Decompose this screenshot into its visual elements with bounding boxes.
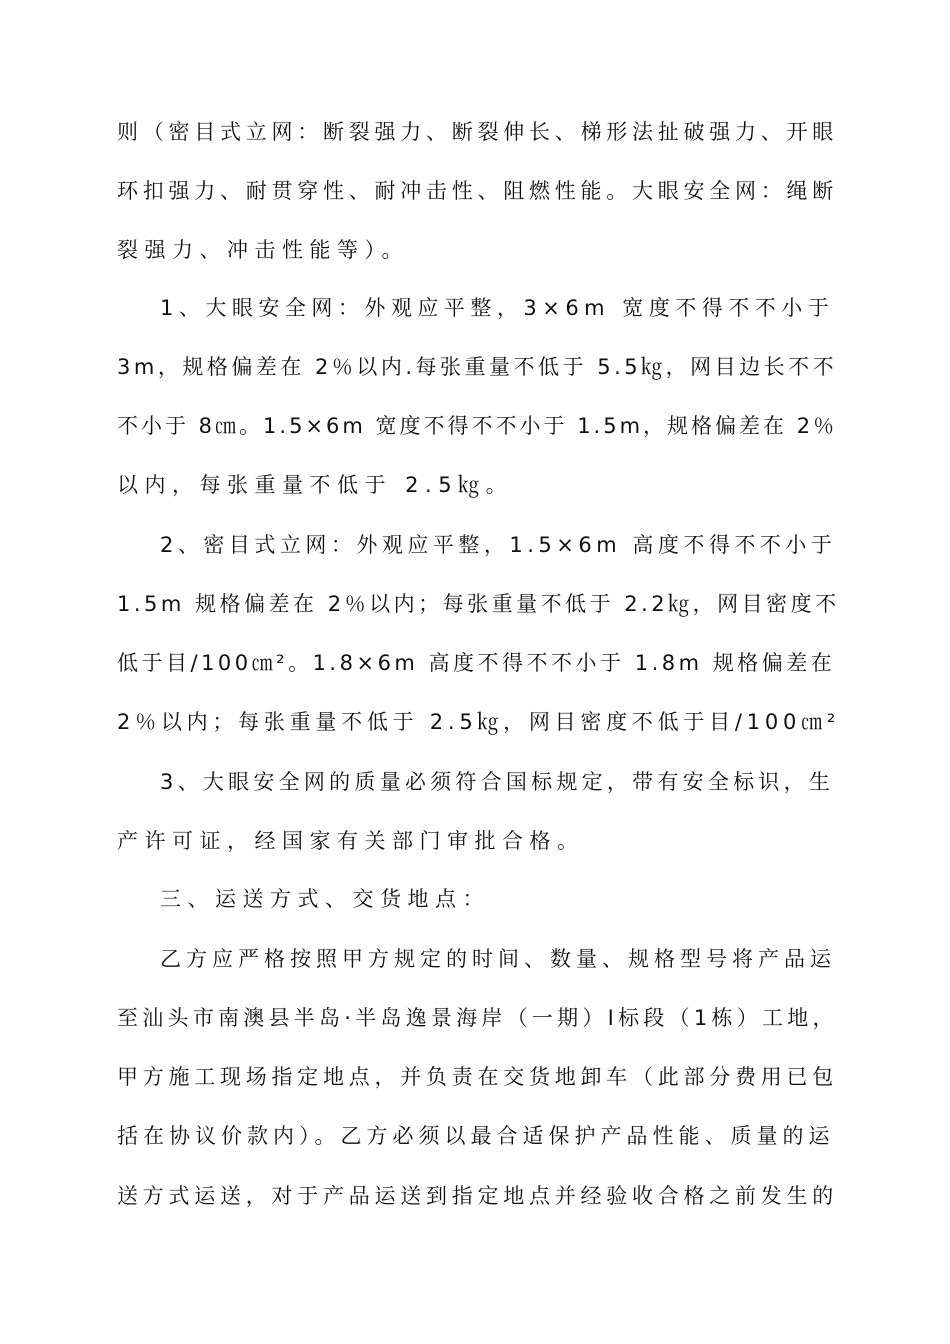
text-line: 低于目/100㎝²。1.8×6m 高度不得不不小于 1.8m 规格偏差在 xyxy=(117,651,836,675)
text-line: 乙方应严格按照甲方规定的时间、数量、规格型号将产品运 xyxy=(160,947,836,971)
text-line: 不小于 8㎝。1.5×6m 宽度不得不不小于 1.5m，规格偏差在 2％ xyxy=(117,414,838,438)
text-line: 甲方施工现场指定地点，并负责在交货地卸车（此部分费用已包 xyxy=(117,1065,838,1089)
section-heading: 三、运送方式、交货地点： xyxy=(160,887,490,911)
text-line: 2％以内；每张重量不低于 2.5㎏，网目密度不低于目/100㎝² xyxy=(117,710,841,734)
text-line: 1、大眼安全网：外观应平整，3×6m 宽度不得不不小于 xyxy=(160,296,835,320)
text-line: 产许可证，经国家有关部门审批合格。 xyxy=(117,829,585,853)
text-line: 至汕头市南澳县半岛·半岛逸景海岸（一期）Ⅰ标段（1栋）工地， xyxy=(117,1006,838,1030)
text-line: 3m，规格偏差在 2％以内.每张重量不低于 5.5㎏，网目边长不不 xyxy=(117,355,838,379)
text-line: 则（密目式立网：断裂强力、断裂伸长、梯形法扯破强力、开眼 xyxy=(117,120,838,144)
text-line: 环扣强力、耐贯穿性、耐冲击性、阻燃性能。大眼安全网：绳断 xyxy=(117,179,838,203)
text-line: 1.5m 规格偏差在 2％以内；每张重量不低于 2.2㎏，网目密度不 xyxy=(117,592,840,616)
text-line: 2、密目式立网：外观应平整，1.5×6m 高度不得不不小于 xyxy=(160,533,837,557)
text-line: 裂强力、冲击性能等）。 xyxy=(117,238,409,262)
text-line: 以内，每张重量不低于 2.5㎏。 xyxy=(117,473,514,497)
text-line: 括在协议价款内）。乙方必须以最合适保护产品性能、质量的运 xyxy=(117,1124,835,1148)
text-line: 3、大眼安全网的质量必须符合国标规定，带有安全标识，生 xyxy=(160,770,835,794)
text-line: 送方式运送，对于产品运送到指定地点并经验收合格之前发生的 xyxy=(117,1184,838,1208)
